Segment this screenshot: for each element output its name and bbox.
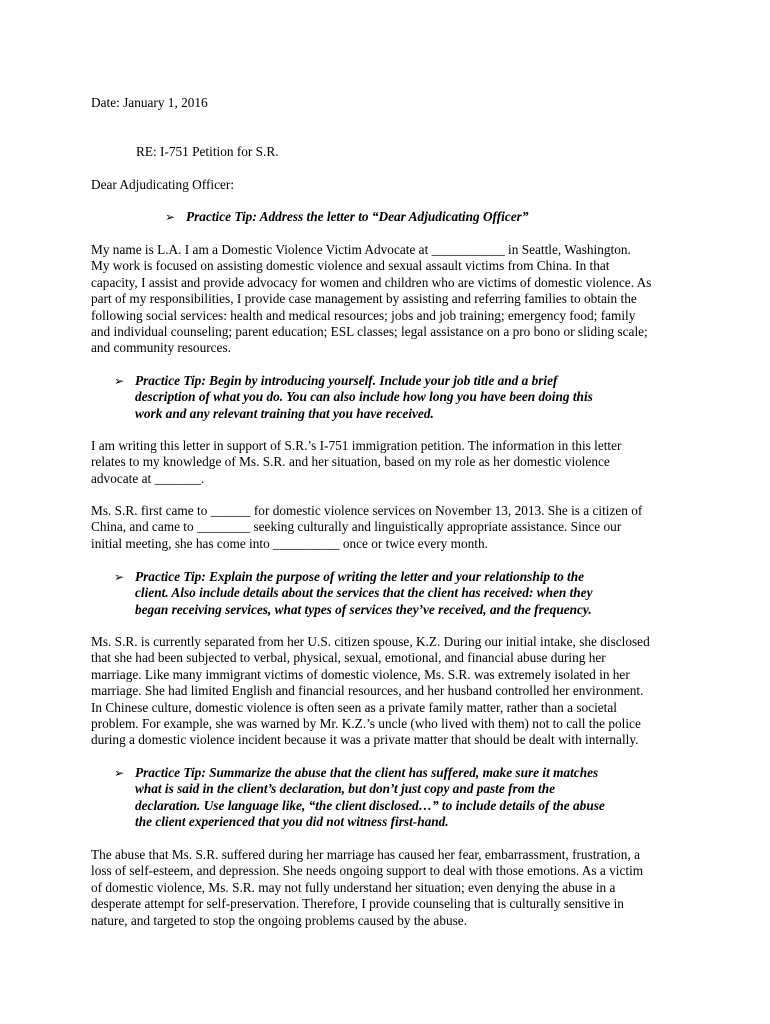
paragraph-line: I am writing this letter in support of S.R.’s I-751 immigration petition. The information in this letter — [91, 438, 622, 453]
paragraph-line: during a domestic violence incident because it was a private matter that should be dealt with internally. — [91, 732, 639, 748]
tip-line: Practice Tip: Explain the purpose of writing the letter and your relationship to the — [135, 569, 585, 584]
tip-line: client. Also include details about the services that the client has received: when they — [135, 585, 593, 601]
paragraph-line: relates to my knowledge of Ms. S.R. and her situation, based on my role as her domestic violence — [91, 454, 610, 470]
paragraph-line: of domestic violence, Ms. S.R. may not fully understand her situation; even denying the abuse in a — [91, 879, 616, 895]
paragraph-line: Ms. S.R. first came to ______ for domestic violence services on November 13, 2013. She is a citizen of — [91, 503, 643, 518]
paragraph-introduction — [91, 242, 683, 357]
paragraph-line: My name is L.A. I am a Domestic Violence Victim Advocate at ___________ in Seattle, Washington. — [91, 242, 631, 257]
practice-tip-2 — [135, 373, 635, 422]
tip-line: description of what you do. You can also include how long you have been doing this — [135, 389, 593, 405]
bullet-arrow-icon: ➢ — [114, 570, 125, 584]
paragraph-line: marriage. She had limited English and financial resources, and her husband controlled her environment. — [91, 683, 644, 699]
paragraph-line: The abuse that Ms. S.R. suffered during her marriage has caused her fear, embarrassment, frustration, a — [91, 847, 641, 862]
paragraph-line: part of my responsibilities, I provide case management by assisting and referring families to obtain the — [91, 291, 637, 307]
tip-line: the client experienced that you did not witness first-hand. — [135, 814, 449, 830]
tip-line: declaration. Use language like, “the client disclosed…” to include details of the abuse — [135, 797, 605, 813]
paragraph-line: and community resources. — [91, 340, 231, 356]
salutation: Dear Adjudicating Officer: — [91, 177, 235, 192]
practice-tip-3 — [135, 569, 635, 618]
paragraph-line: advocate at _______. — [91, 470, 205, 486]
paragraph-line: problem. For example, she was warned by Mr. K.Z.’s uncle (who lived with them) not to call the police — [91, 716, 641, 732]
tip-line: Practice Tip: Begin by introducing yourself. Include your job title and a brief — [135, 373, 558, 388]
tip-line: began receiving services, what types of services they’ve received, and the frequency. — [135, 601, 592, 617]
paragraph-line: My work is focused on assisting domestic violence and sexual assault victims from China. In that — [91, 258, 610, 274]
paragraph-line: loss of self-esteem, and depression. She needs ongoing support to deal with those emotions. As a victim — [91, 863, 644, 879]
tip-line: what is said in the client’s declaration, but don’t just copy and paste from the — [135, 781, 555, 797]
date-line: Date: January 1, 2016 — [91, 95, 208, 110]
paragraph-impact — [91, 847, 683, 929]
paragraph-line: nature, and targeted to stop the ongoing problems caused by the abuse. — [91, 912, 468, 928]
bullet-arrow-icon: ➢ — [114, 766, 125, 780]
paragraph-line: and individual counseling; parent education; ESL classes; legal assistance on a pro bono or sliding scale; — [91, 324, 648, 340]
paragraph-line: desperate attempt for self-preservation. Therefore, I provide counseling that is culturally sensitive in — [91, 896, 624, 912]
tip-line: Practice Tip: Summarize the abuse that the client has suffered, make sure it matches — [135, 765, 599, 780]
bullet-arrow-icon: ➢ — [114, 374, 125, 388]
paragraph-abuse — [91, 634, 683, 749]
paragraph-line: that she had been subjected to verbal, physical, sexual, emotional, and financial abuse during her — [91, 650, 606, 666]
tip-line: work and any relevant training that you have received. — [135, 405, 434, 421]
paragraph-services — [91, 503, 683, 552]
paragraph-line: following social services: health and medical resources; jobs and job training; emergency food; family — [91, 307, 636, 323]
practice-tip-4 — [135, 765, 635, 831]
paragraph-line: In Chinese culture, domestic violence is often seen as a private family matter, rather than a societal — [91, 699, 617, 715]
practice-tip-1: Practice Tip: Address the letter to “Dear Adjudicating Officer” — [186, 209, 529, 224]
paragraph-purpose — [91, 438, 683, 487]
re-line: RE: I-751 Petition for S.R. — [136, 144, 279, 159]
bullet-arrow-icon: ➢ — [165, 210, 176, 224]
paragraph-line: Ms. S.R. is currently separated from her U.S. citizen spouse, K.Z. During our initial intake, she disclosed — [91, 634, 650, 649]
paragraph-line: marriage. Like many immigrant victims of domestic violence, Ms. S.R. was extremely isolated in her — [91, 666, 630, 682]
paragraph-line: China, and came to ________ seeking culturally and linguistically appropriate assistance. Since our — [91, 519, 622, 535]
paragraph-line: initial meeting, she has come into __________ once or twice every month. — [91, 535, 488, 551]
paragraph-line: capacity, I assist and provide advocacy for women and children who are victims of domestic violence. As — [91, 274, 652, 290]
